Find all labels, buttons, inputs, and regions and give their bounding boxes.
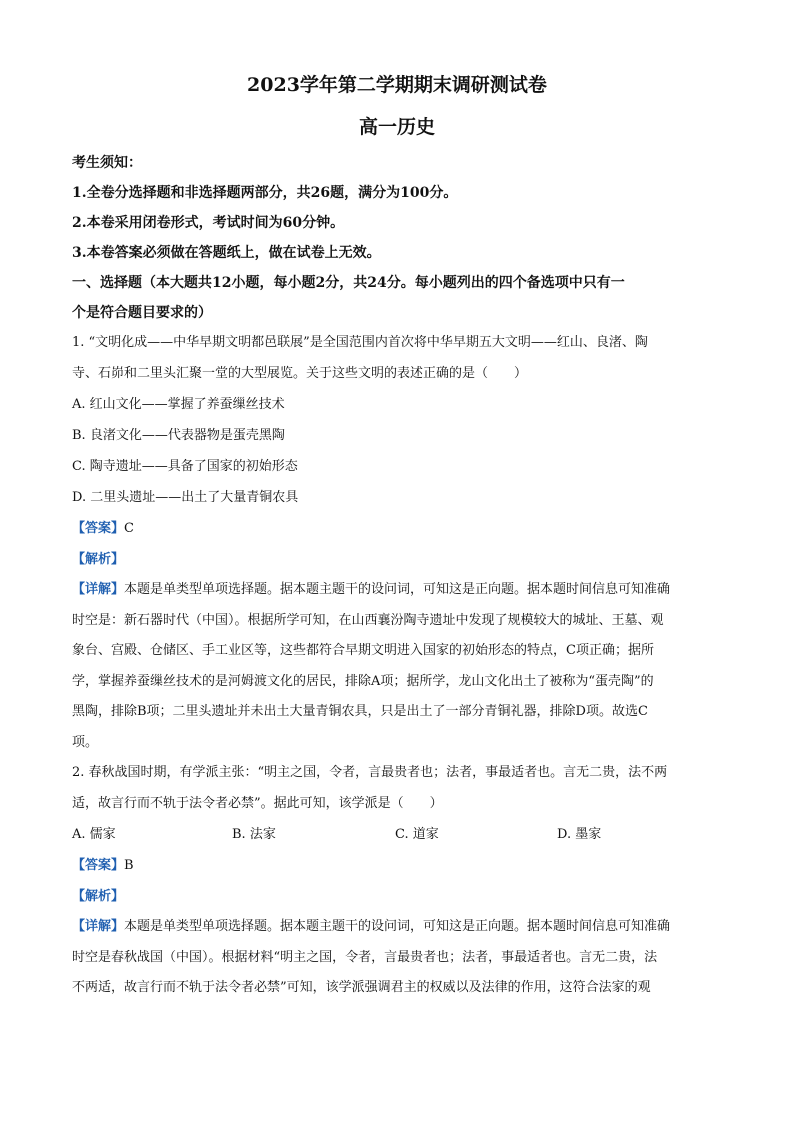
instruction-item-2: 2.本卷采用闭卷形式，考试时间为60分钟。 xyxy=(72,215,345,231)
q1-stem-line1: 1. “文明化成——中华早期文明都邑联展”是全国范围内首次将中华早期五大文明——红山、良渚、陶 xyxy=(72,335,648,350)
q2-detail-line2: 时空是春秋战国（中国）。根据材料“明主之国，令者，言最贵者也；法者，事最适者也。言无二贵，法 xyxy=(72,949,658,965)
q1-option-b: B. 良渚文化——代表器物是蛋壳黑陶 xyxy=(72,428,285,443)
q2-options xyxy=(72,819,722,850)
q1-stem-line2: 寺、石峁和二里头汇聚一堂的大型展览。关于这些文明的表述正确的是（ ） xyxy=(72,365,528,381)
section-heading-line1: 一、选择题（本大题共12小题，每小题2分，共24分。每小题列出的四个备选项中只有一 xyxy=(72,275,625,291)
q1-option-d: D. 二里头遗址——出土了大量青铜农具 xyxy=(72,490,299,505)
q2-analysis xyxy=(72,881,722,912)
q2-answer-label: 【答案】 xyxy=(72,858,125,873)
q2-stem-line1: 2. 春秋战国时期，有学派主张：“明主之国，令者，言最贵者也；法者，事最适者也。言无二贵，法不两 xyxy=(72,765,668,780)
q1-option-c: C. 陶寺遗址——具备了国家的初始形态 xyxy=(72,459,298,474)
instruction-item-3: 3.本卷答案必须做在答题纸上，做在试卷上无效。 xyxy=(72,245,381,261)
q1-answer-label: 【答案】 xyxy=(72,521,125,536)
instruction-item-1: 1.全卷分选择题和非选择题两部分，共26题，满分为100分。 xyxy=(72,185,458,201)
q1-detail-text-1: 本题是单类型单项选择题。据本题主题干的设问词，可知这是正向题。据本题时间信息可知准确 xyxy=(124,582,671,597)
q1-analysis xyxy=(72,544,722,575)
q2-detail-line1 xyxy=(72,912,722,943)
q2-analysis-label: 【解析】 xyxy=(72,889,125,904)
q1-detail-label: 【详解】 xyxy=(72,582,125,597)
q2-detail-line3: 不两适，故言行而不轨于法令者必禁”可知，该学派强调君主的权威以及法律的作用，这符合法家的观 xyxy=(72,980,651,995)
section-heading-line2: 个是符合题目要求的） xyxy=(72,305,212,321)
q2-stem-line2: 适，故言行而不轨于法令者必禁”。据此可知，该学派是（ ） xyxy=(72,795,443,811)
q1-answer-value: C xyxy=(124,521,134,536)
q1-detail-line3: 象台、宫殿、仓储区、手工业区等，这些都符合早期文明进入国家的初始形态的特点，C项正确；据所 xyxy=(72,643,654,658)
q2-option-d: D. 墨家 xyxy=(557,827,602,842)
q2-option-c: C. 道家 xyxy=(395,827,439,842)
q1-answer xyxy=(72,513,722,544)
q1-analysis-label: 【解析】 xyxy=(72,552,125,567)
q1-detail-line5: 黑陶，排除B项；二里头遗址并未出土大量青铜农具，只是出土了一部分青铜礼器，排除D项。故选C xyxy=(72,704,648,719)
q1-detail-line4: 学，掌握养蚕缫丝技术的是河姆渡文化的居民，排除A项；据所学，龙山文化出土了被称为“蛋壳陶”的 xyxy=(72,673,654,689)
q1-detail-line2: 时空是：新石器时代（中国）。根据所学可知，在山西襄汾陶寺遗址中发现了规模较大的城址、王墓、观 xyxy=(72,612,664,628)
q2-detail-text-1: 本题是单类型单项选择题。据本题主题干的设问词，可知这是正向题。据本题时间信息可知准确 xyxy=(124,919,671,934)
exam-title: 2023学年第二学期期末调研测试卷 xyxy=(247,74,547,96)
question-1 xyxy=(72,328,722,758)
q1-option-a: A. 红山文化——掌握了养蚕缫丝技术 xyxy=(72,397,285,412)
q2-detail-label: 【详解】 xyxy=(72,919,125,934)
q2-option-a: A. 儒家 xyxy=(72,827,116,842)
q2-answer-value: B xyxy=(124,858,134,873)
question-2 xyxy=(72,758,722,1004)
q1-detail-line6: 项。 xyxy=(72,734,99,750)
q2-option-b: B. 法家 xyxy=(232,827,276,842)
q2-answer xyxy=(72,850,722,881)
exam-subject: 高一历史 xyxy=(358,116,435,138)
instructions-heading: 考生须知： xyxy=(72,155,142,171)
q1-detail-line1 xyxy=(72,575,722,606)
